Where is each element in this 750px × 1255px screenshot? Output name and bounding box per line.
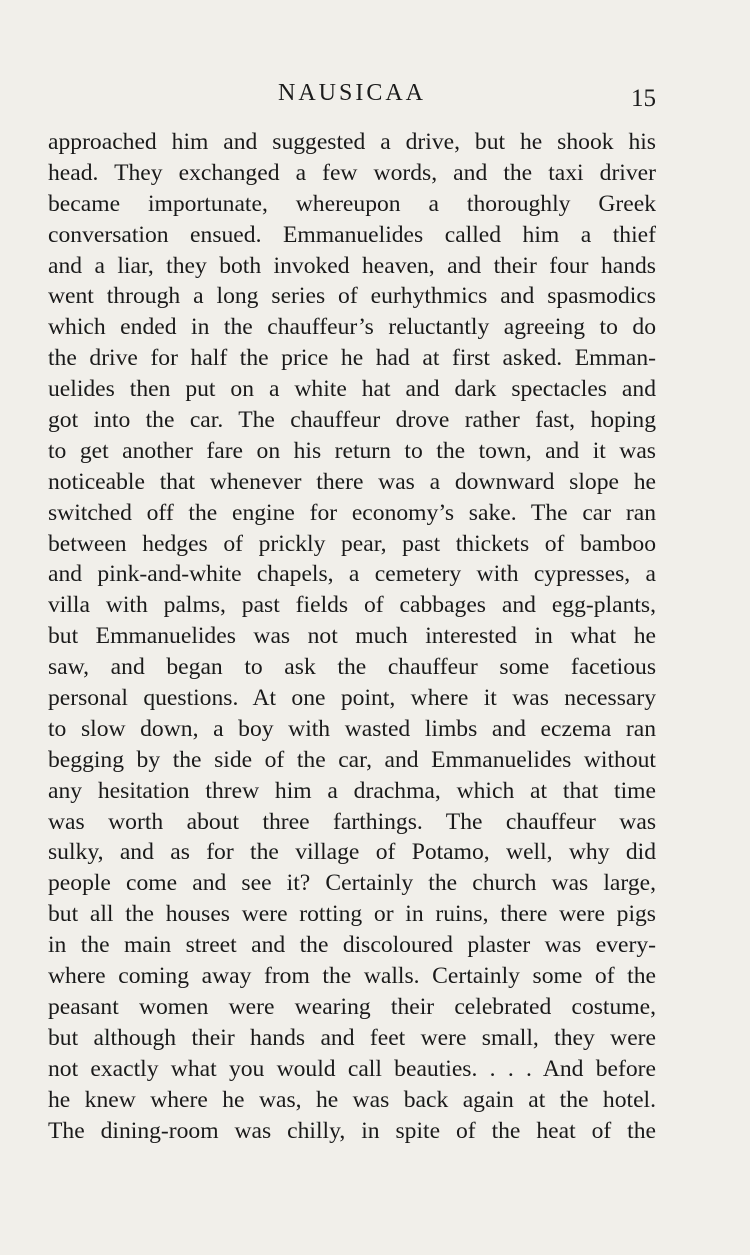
text-line: and pink-and-white chapels, a cemetery with cypresses, a <box>48 561 656 588</box>
text-line: became importunate, whereupon a thoroughly Greek <box>48 190 656 217</box>
text-line: uelides then put on a white hat and dark spectacles and <box>48 376 656 403</box>
text-line: but all the houses were rotting or in ruins, there were pigs <box>48 901 656 928</box>
text-line: he knew where he was, he was back again at the hotel. <box>48 1086 656 1113</box>
text-line: sulky, and as for the village of Potamo, well, why did <box>48 839 656 866</box>
text-line: not exactly what you would call beauties. . . . And before <box>48 1055 656 1082</box>
text-line: but although their hands and feet were small, they were <box>48 1024 656 1051</box>
text-line: conversation ensued. Emmanuelides called him a thief <box>48 221 656 248</box>
text-line: got into the car. The chauffeur drove rather fast, hoping <box>48 407 656 434</box>
text-line: but Emmanuelides was not much interested in what he <box>48 623 656 650</box>
text-line: saw, and began to ask the chauffeur some facetious <box>48 654 656 681</box>
text-line: the drive for half the price he had at first asked. Emman- <box>48 345 656 372</box>
text-line: any hesitation threw him a drachma, which at that time <box>48 777 656 804</box>
text-line: went through a long series of eurhythmics and spasmodics <box>48 283 656 310</box>
text-line: head. They exchanged a few words, and the taxi driver <box>48 159 656 186</box>
text-line: where coming away from the walls. Certainly some of the <box>48 963 656 990</box>
text-line: villa with palms, past fields of cabbages and egg-plants, <box>48 592 656 619</box>
text-line: approached him and suggested a drive, but he shook his <box>48 129 656 155</box>
text-line: begging by the side of the car, and Emmanuelides without <box>48 746 656 773</box>
body-text <box>48 127 656 1146</box>
text-line: between hedges of prickly pear, past thickets of bamboo <box>48 530 656 557</box>
text-line: to slow down, a boy with wasted limbs and eczema ran <box>48 715 656 742</box>
text-line: switched off the engine for economy’s sake. The car ran <box>48 499 656 526</box>
text-line: peasant women were wearing their celebrated costume, <box>48 993 656 1020</box>
text-line: people come and see it? Certainly the church was large, <box>48 870 656 897</box>
text-line: to get another fare on his return to the town, and it was <box>48 437 656 464</box>
text-line: personal questions. At one point, where it was necessary <box>48 685 656 712</box>
running-title: NAUSICAA <box>277 80 426 106</box>
text-line: which ended in the chauffeur’s reluctantly agreeing to do <box>48 314 656 341</box>
text-line: was worth about three farthings. The chauffeur was <box>48 808 656 835</box>
page-header <box>48 74 656 114</box>
text-line: noticeable that whenever there was a downward slope he <box>48 468 656 495</box>
text-line: and a liar, they both invoked heaven, and their four hands <box>48 252 656 279</box>
page-number: 15 <box>631 85 656 112</box>
text-line: in the main street and the discoloured plaster was every- <box>48 932 656 959</box>
text-line: The dining-room was chilly, in spite of the heat of the <box>48 1117 656 1144</box>
